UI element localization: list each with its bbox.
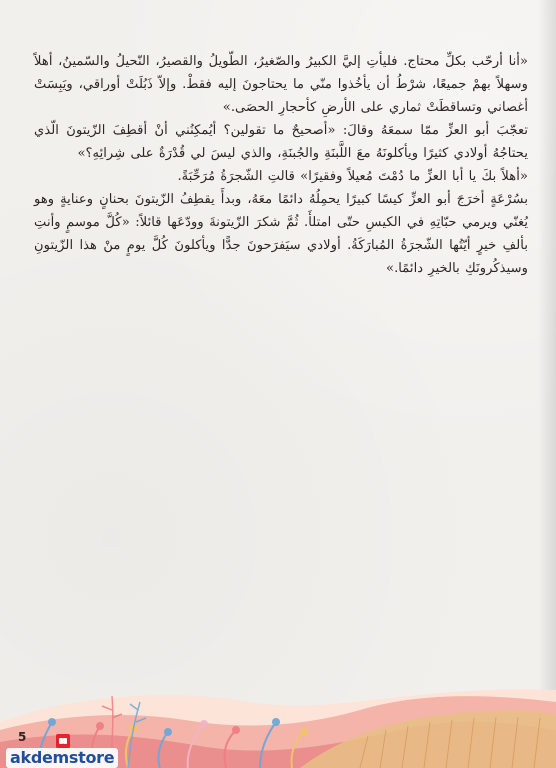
store-logo-text: akdemstore <box>6 748 118 768</box>
story-text <box>34 50 528 280</box>
store-logo-mark <box>56 734 70 748</box>
paragraph-3: «أهلاً بكَ يا أبا العزِّ ما دُمْتَ مُعيلاً وفقيرًا» قالتِ الشّجرَةُ مُرَحِّبَةً. <box>177 169 528 184</box>
paragraph-4: بسُرْعَةٍ أخرَجَ أبو العزِّ كيسًا كبيرًا يحمِلُهُ دائمًا معَهُ، وبدأَ يقطِفُ الزّيتونَ بحنانٍ وعنايةٍ وهو يُغنّي ويرمي حبّاتِهِ في الكيسِ حتّى امتلأَ. ثُمَّ شكرَ الزّيتونةَ وودّعَها قائلاً: «كُلَّ موسمٍ وأنتِ بألفِ خيرٍ أيّتُها الشّجرَةُ المُبارَكَةُ. أولادي سيَفرَحونَ جدًّا ويأكلونَ كُلَّ يومٍ منْ هذا الزّيتونِ وسيذكُرونَكِ بالخيرِ دائمًا.» <box>34 192 528 276</box>
store-logo <box>4 734 124 768</box>
paragraph-1: «أنا أرحّب بكلِّ محتاج. فليأتِ إليَّ الكبيرُ والصّغيرُ، الطّويلُ والقصيرُ، النّحيلُ والسّمينُ، أهلاً وسهلاً بهمْ جميعًا، شرْطُ أن يأخُذوا منّي ما يحتاجونَ إليه فقطْ. وإلاّ ذَبُلَتْ أوراقي، ويَبِسَتْ أغصاني وتساقطَتْ ثماري على الأرضِ كأحجارِ الحصَى.» <box>34 54 528 115</box>
paragraph-2: تعجّبَ أبو العزِّ ممّا سمعَهُ وقالَ: «أصحيحٌ ما تقولين؟ أيُمكِنُني أنْ أقطِفَ الزّيتونَ الّذي يحتاجُهُ أولادي كثيرًا ويأكلونَهُ معَ اللَّبنَةِ والجُبنَةِ، والذي ليسَ لي قُدْرَةٌ على شِرائِهِ؟» <box>34 123 528 161</box>
page-number: 5 <box>18 730 27 744</box>
